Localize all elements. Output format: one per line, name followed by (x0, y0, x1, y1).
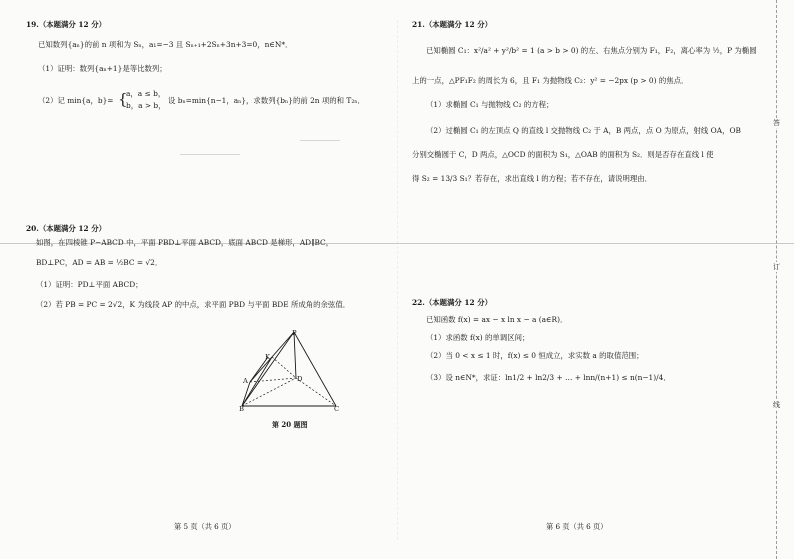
binding-line (776, 0, 777, 559)
q22-part3: （3）设 n∈N*，求证：ln1/2 + ln2/3 + … + lnn/(n+1) ≤ n(n−1)/4． (426, 373, 671, 382)
q19-case2: b，a > b， (126, 101, 166, 110)
q21-part2-line2: 分别交椭圆于 C，D 两点，△OCD 的面积为 S₁，△OAB 的面积为 S₂．则是否存在直线 l 使 (412, 150, 714, 159)
binding-label-bottom: 线 (773, 401, 780, 409)
q19-case1: a，a ≤ b， (126, 89, 166, 98)
q19-brace: { (118, 90, 128, 108)
scan-mark (180, 154, 240, 155)
q19-header: 19.（本题满分 12 分） (26, 20, 107, 29)
q21-part2-line3: 得 S₂ = 13/3 S₁？若存在，求出直线 l 的方程；若不存在，请说明理由． (412, 174, 653, 183)
q20-header: 20.（本题满分 12 分） (26, 224, 107, 233)
q21-line1: 已知椭圆 C₁：x²/a² + y²/b² = 1 (a > b > 0) 的左、右焦点分别为 F₁，F₂，离心率为 ½，P 为椭圆 (426, 46, 757, 55)
fig-label-k: K (265, 353, 271, 361)
fig-label-d: D (297, 375, 303, 383)
binding-label-top: 答 (773, 119, 780, 127)
q21-part1: （1）求椭圆 C₁ 与抛物线 C₂ 的方程； (426, 100, 554, 109)
fig-label-b: B (239, 405, 244, 413)
q20-line2: BD⊥PC，AD = AB = ½BC = √2． (36, 258, 163, 267)
page-divider (397, 20, 398, 540)
figure-caption: 第 20 题图 (272, 420, 308, 429)
q21-line2: 上的一点，△PF₁F₂ 的周长为 6，且 F₁ 为抛物线 C₂：y² = −2px (p > 0) 的焦点． (412, 76, 689, 85)
fig-label-a: A (243, 377, 248, 385)
q20-line1: 如图，在四棱锥 P−ABCD 中，平面 PBD⊥平面 ABCD，底面 ABCD 是梯形，AD∥BC， (36, 238, 334, 247)
q19-part2-tail: 设 bₙ=min{n−1，aₙ}，求数列{bₙ}的前 2n 项的和 T₂ₙ． (168, 96, 365, 105)
q19-part1: （1）证明：数列{aₙ+1}是等比数列； (38, 64, 167, 73)
fig-label-c: C (334, 405, 340, 413)
q20-part1: （1）证明：PD⊥平面 ABCD； (36, 280, 143, 289)
left-page-footer: 第 5 页（共 6 页） (174, 522, 236, 531)
q22-header: 22.（本题满分 12 分） (412, 298, 493, 307)
scan-mark (300, 140, 340, 141)
right-page-footer: 第 6 页（共 6 页） (546, 522, 608, 531)
q21-header: 21.（本题满分 12 分） (412, 20, 493, 29)
fig-label-p: P (292, 329, 297, 337)
q19-part2-lead: （2）记 min{a，b}= (38, 96, 114, 105)
q21-part2-line1: （2）过椭圆 C₁ 的左顶点 Q 的直线 l 交抛物线 C₂ 于 A，B 两点，点 O 为原点，射线 OA，OB (426, 126, 741, 135)
q22-part2: （2）当 0 < x ≤ 1 时，f(x) ≤ 0 恒成立，求实数 a 的取值范围； (426, 351, 644, 360)
binding-label-middle: 订 (773, 263, 780, 271)
q22-line1: 已知函数 f(x) = ax − x ln x − a (a∈R)． (426, 315, 568, 324)
pyramid-figure (236, 326, 346, 416)
q20-part2: （2）若 PB = PC = 2√2，K 为线段 AP 的中点，求平面 PBD 与平面 BDE 所成角的余弦值． (36, 300, 351, 309)
q22-part1: （1）求函数 f(x) 的单调区间； (426, 333, 530, 342)
q19-line1: 已知数列{aₙ}的前 n 项和为 Sₙ，a₁=−3 且 Sₙ₊₁+2Sₙ+3n+3=0，n∈N*． (38, 40, 293, 49)
